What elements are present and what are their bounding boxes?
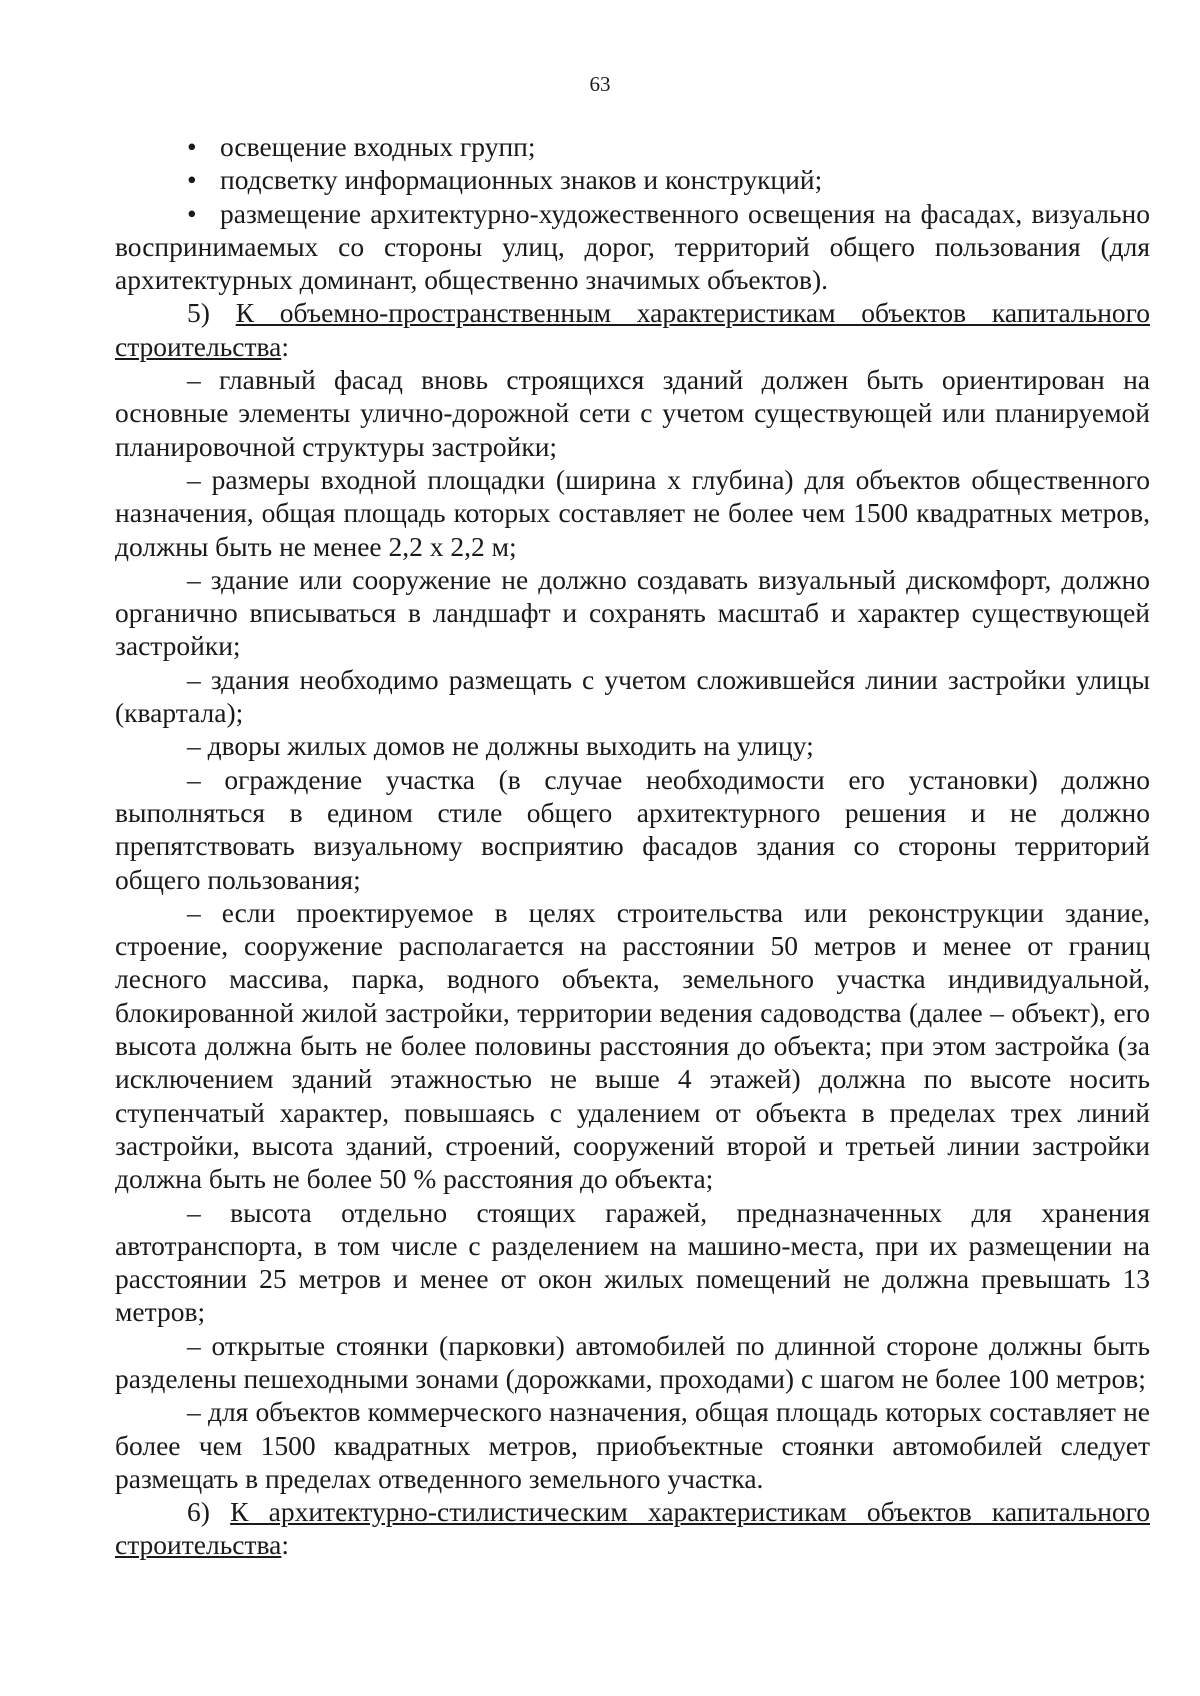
- list-item: – здания необходимо размещать с учетом сложившейся линии застройки улицы (квартала);: [115, 663, 1150, 729]
- section-title: К объемно-пространственным характеристикам объектов капитального строительства: [115, 297, 1150, 362]
- page-number: 63: [589, 72, 611, 96]
- bullet-icon: •: [187, 131, 197, 162]
- section-title: К архитектурно-стилистическим характеристикам объектов капитального строительства: [115, 1496, 1151, 1561]
- section-suffix: :: [281, 1529, 289, 1561]
- bullet-text: освещение входных групп;: [220, 131, 536, 162]
- section-heading-5: [115, 296, 1150, 363]
- bullet-item: [115, 163, 1150, 196]
- list-item: – если проектируемое в целях строительства или реконструкции здание, строение, сооружение располагается на расстоянии 50 метров и менее от границ лесного массива, парка, водного объекта, земельного участка индивидуальной, блокированной жилой застройки, территории ведения садоводства (далее – объект), его высота должна быть не более половины расстояния до объекта; при этом застройка (за исключением зданий этажностью не выше 4 этажей) должна по высоте носить ступенчатый характер, повышаясь с удалением от объекта в пределах трех линий застройки, высота зданий, строений, сооружений второй и третьей линии застройки должна быть не более 50 % расстояния до объекта;: [115, 896, 1150, 1195]
- bullet-icon: •: [187, 164, 197, 196]
- bullet-text: размещение архитектурно-художественного освещения на фасадах, визуально воспринимаемых со стороны улиц, дорог, территорий общего пользования (для архитектурных доминант, общественно значимых объектов).: [115, 197, 1150, 296]
- list-item: – главный фасад вновь строящихся зданий должен быть ориентирован на основные элементы улично-дорожной сети с учетом существующей или планируемой планировочной структуры застройки;: [115, 364, 1150, 462]
- section-suffix: :: [281, 330, 289, 362]
- section-number: 5): [187, 297, 210, 329]
- list-item: – высота отдельно стоящих гаражей, предназначенных для хранения автотранспорта, в том числе с разделением на машино-места, при их размещении на расстоянии 25 метров и менее от окон жилых помещений не должна превышать 13 метров;: [115, 1196, 1150, 1328]
- list-item: – ограждение участка (в случае необходимости его установки) должно выполняться в едином стиле общего архитектурного решения и не должно препятствовать визуальному восприятию фасадов здания со стороны территорий общего пользования;: [115, 763, 1150, 895]
- list-item: – размеры входной площадки (ширина х глубина) для объектов общественного назначения, общая площадь которых составляет не более чем 1500 квадратных метров, должны быть не менее 2,2 х 2,2 м;: [115, 463, 1150, 562]
- list-item: – открытые стоянки (парковки) автомобилей по длинной стороне должны быть разделены пешеходными зонами (дорожками, проходами) с шагом не более 100 метров;: [115, 1329, 1150, 1394]
- list-item: – для объектов коммерческого назначения, общая площадь которых составляет не более чем 1500 квадратных метров, приобъектные стоянки автомобилей следует размещать в пределах отведенного земельного участка.: [115, 1396, 1150, 1494]
- bullet-icon: •: [187, 197, 197, 229]
- list-item: – дворы жилых домов не должны выходить на улицу;: [187, 730, 814, 762]
- bullet-text: подсветку информационных знаков и конструкций;: [220, 164, 823, 196]
- list-item: – здание или сооружение не должно создавать визуальный дискомфорт, должно органично вписываться в ландшафт и сохранять масштаб и характер существующей застройки;: [115, 563, 1150, 662]
- section-heading-6: [115, 1495, 1150, 1562]
- bullet-item: [115, 197, 1150, 297]
- bullet-item: [115, 130, 1150, 163]
- section-number: 6): [187, 1496, 210, 1528]
- document-body: [115, 130, 1150, 1562]
